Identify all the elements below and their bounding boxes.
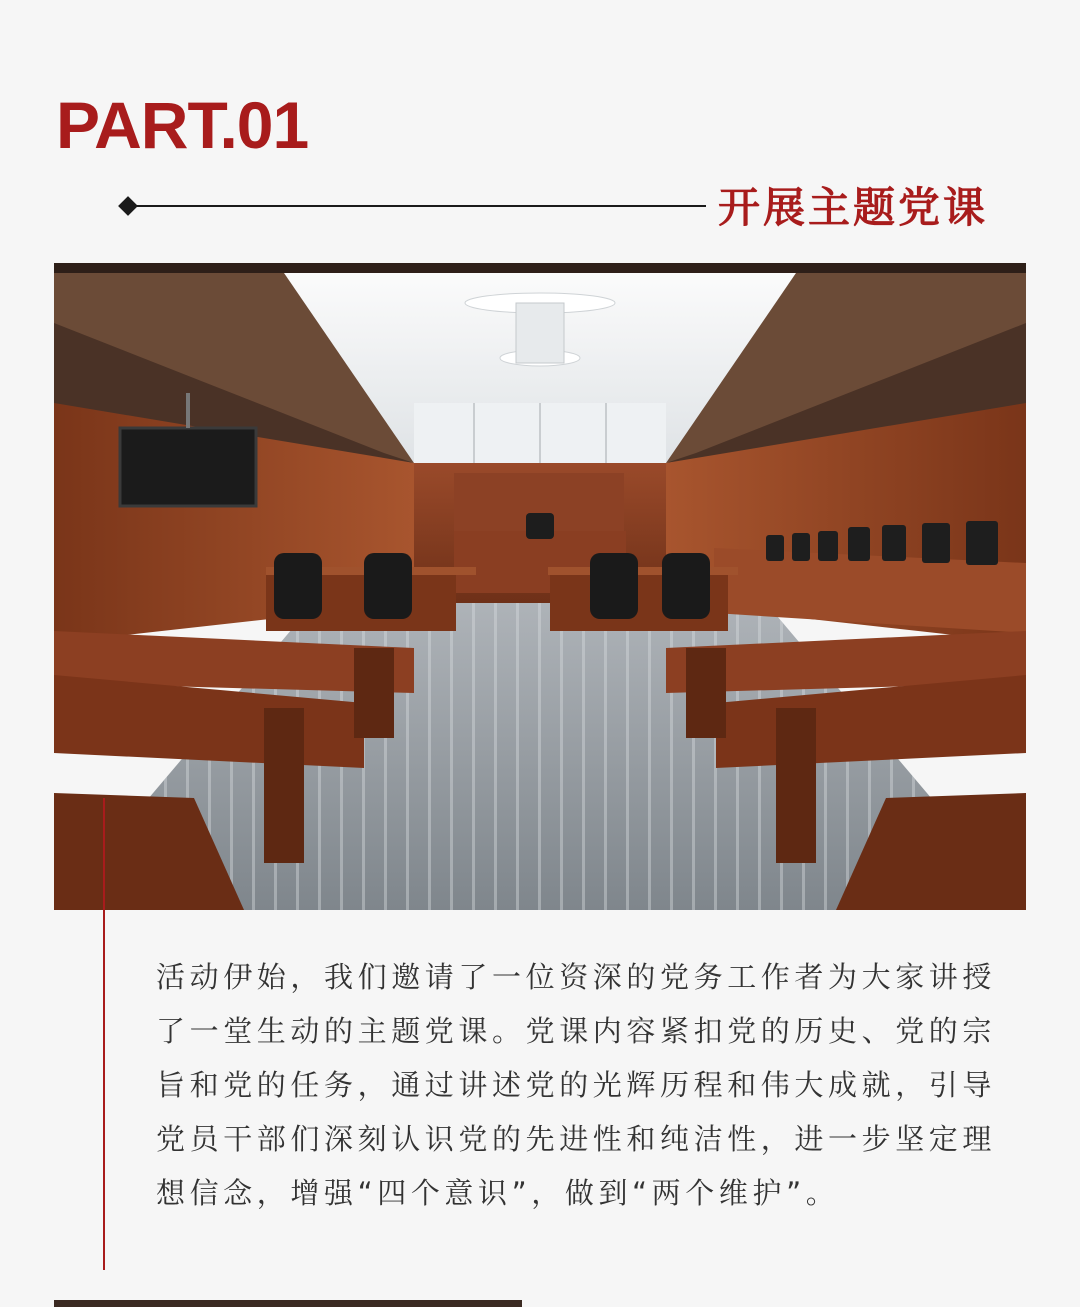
next-photo-edge [54,1300,522,1307]
courtroom-photo [54,263,1026,910]
body-paragraph: 活动伊始，我们邀请了一位资深的党务工作者为大家讲授了一堂生动的主题党课。党课内容紧扣党的历史、党的宗旨和党的任务，通过讲述党的光辉历程和伟大成就，引导党员干部们深刻认识党的先进性和纯洁性，进一步坚定理想信念，增强“四个意识”，做到“两个维护”。 [156,960,997,1210]
divider-line [128,205,706,207]
part-label: PART.01 [56,88,309,162]
section-title: 开展主题党课 [718,183,989,232]
accent-line [103,798,105,1270]
